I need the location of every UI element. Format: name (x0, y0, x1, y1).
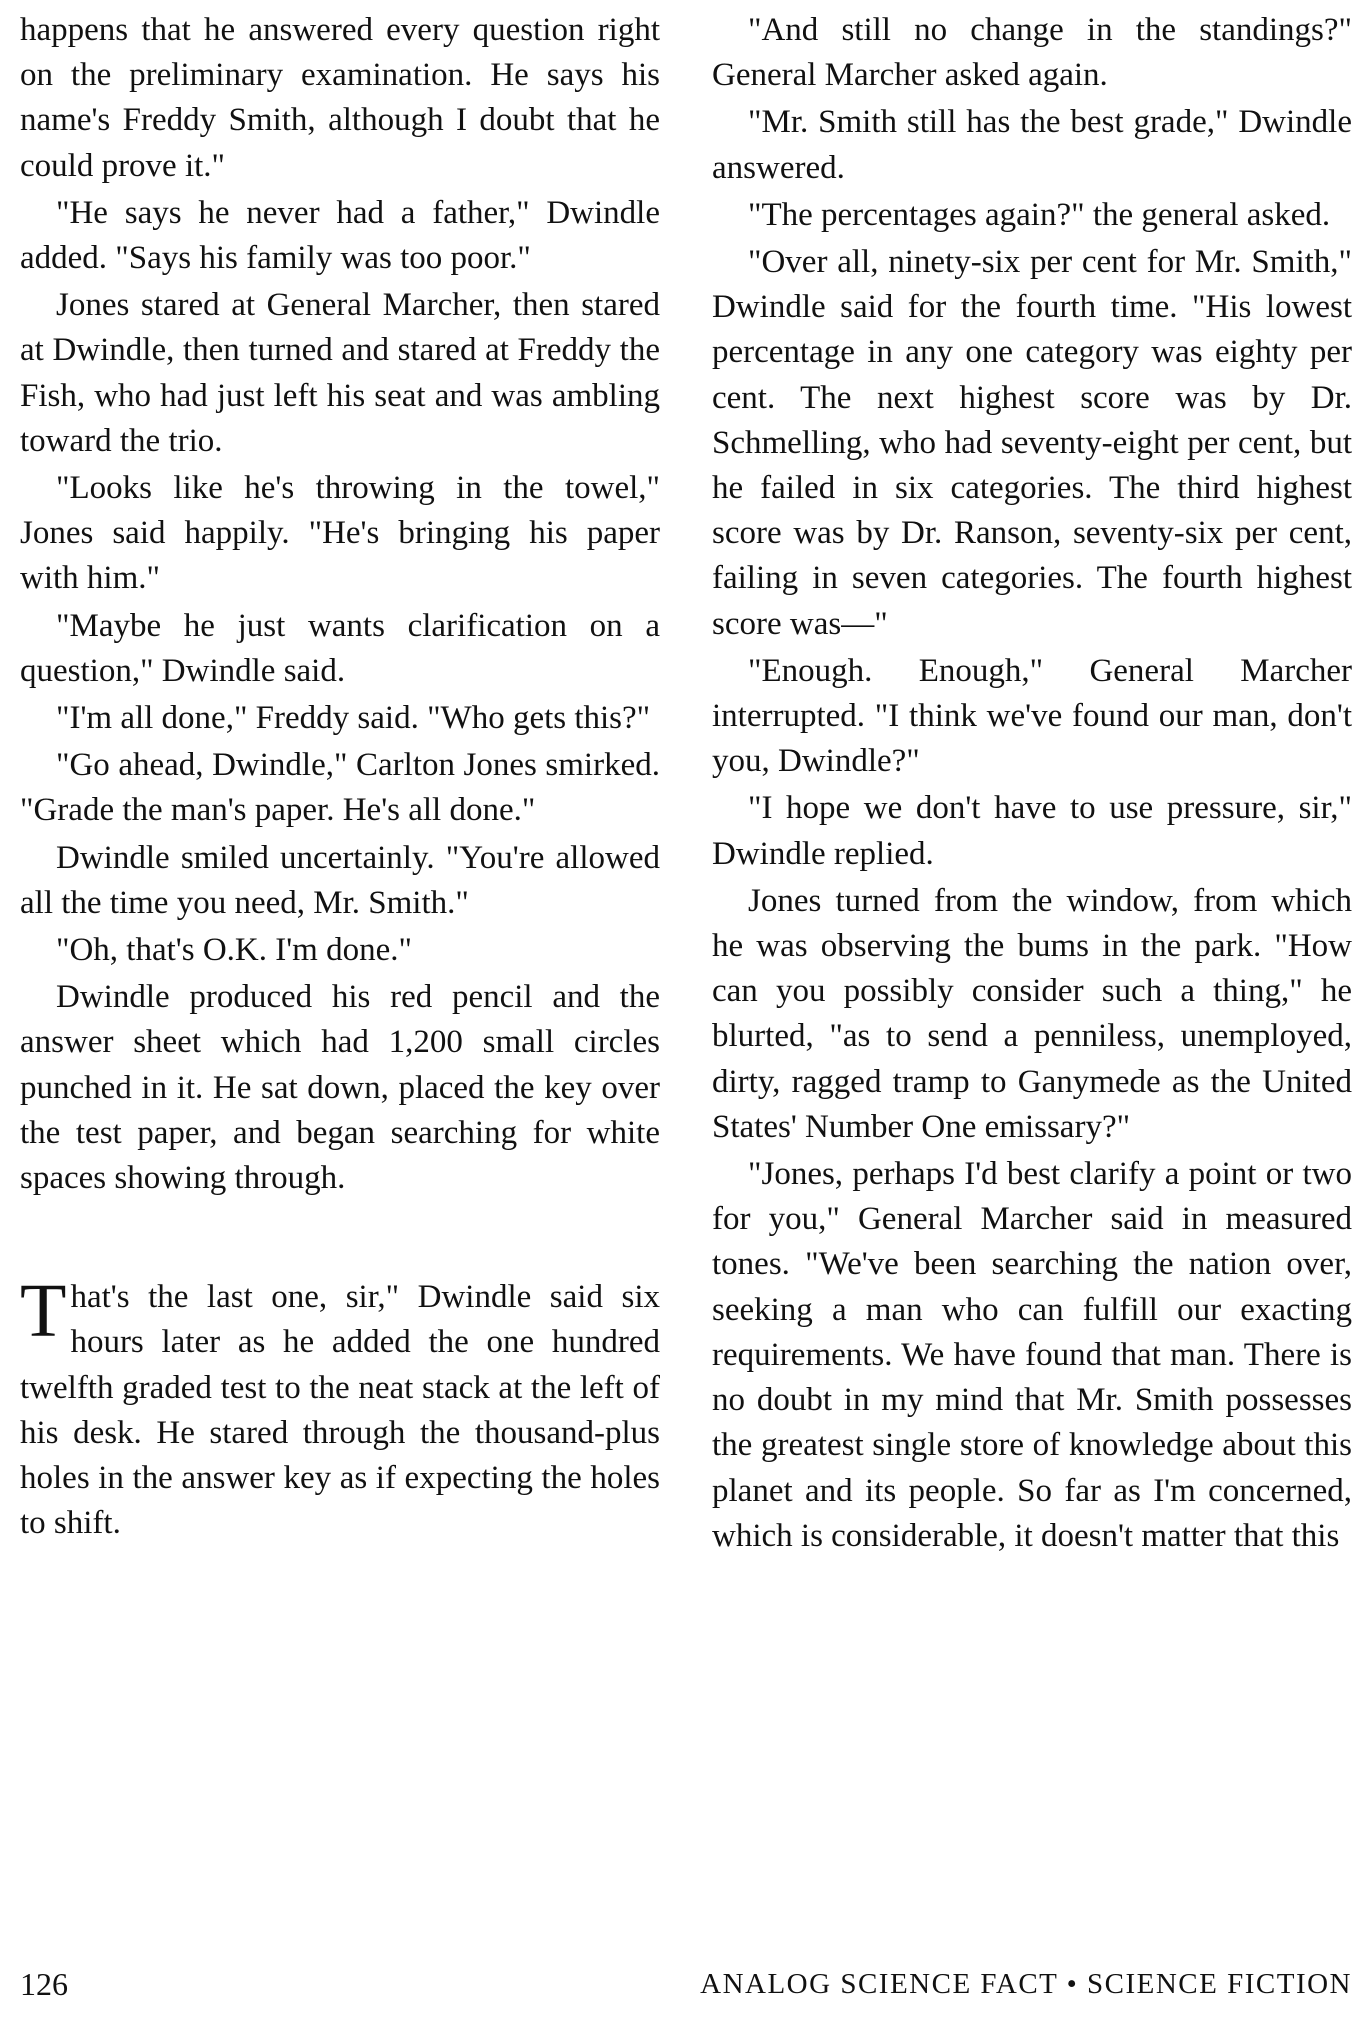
paragraph: Jones turned from the window, from which he was observing the bums in the park. "How can you possibly consider such a thing," he blurted, "as to send a penniless, unemployed, dirty, ragged tramp to Ganymede as the United States' Number One emissary?" (712, 882, 1352, 1145)
paragraph: "Go ahead, Dwindle," Carlton Jones smirked. "Grade the man's paper. He's all done." (20, 747, 660, 829)
left-column (20, 8, 660, 1549)
paragraph: "I'm all done," Freddy said. "Who gets this?" (56, 700, 651, 737)
paragraph: "I hope we don't have to use pressure, sir," Dwindle replied. (712, 790, 1352, 872)
paragraph: "Jones, perhaps I'd best clarify a point or two for you," General Marcher said in measured tones. "We've been searching the nation over, seeking a man who can fulfill our exacting requirements. We have found that man. There is no doubt in my mind that Mr. Smith possesses the greatest single store of knowledge about this planet and its people. So far as I'm concerned, which is considerable, it doesn't matter that this (712, 1156, 1352, 1554)
paragraph: "He says he never had a father," Dwindle added. "Says his family was too poor." (20, 194, 660, 277)
paragraph: "Mr. Smith still has the best grade," Dwindle answered. (712, 104, 1352, 186)
paragraph: Dwindle produced his red pencil and the answer sheet which had 1,200 small circles punched in it. He sat down, placed the key over the test paper, and began searching for white spaces showing through. (20, 979, 660, 1197)
paragraph: "Looks like he's throwing in the towel," Jones said happily. "He's bringing his paper with him." (20, 470, 660, 597)
paragraph: "And still no change in the standings?" General Marcher asked again. (712, 12, 1352, 94)
paragraph: "Enough. Enough," General Marcher interrupted. "I think we've found our man, don't you, Dwindle?" (712, 652, 1352, 780)
section-break (20, 1203, 660, 1275)
paragraph: "Over all, ninety-six per cent for Mr. Smith," Dwindle said for the fourth time. "His lowest percentage in any one category was eighty per cent. The next highest score was by Dr. Schmelling, who had seventy-eight per cent, but he failed in six categories. The third highest score was by Dr. Ranson, seventy-six per cent, failing in seven categories. The fourth highest score was—" (712, 244, 1352, 642)
paragraph: "Oh, that's O.K. I'm done." (56, 932, 412, 969)
drop-cap: T (20, 1269, 67, 1354)
section-opening-paragraph (20, 1269, 660, 1546)
running-title: ANALOG SCIENCE FACT • SCIENCE FICTION (700, 1968, 1352, 2000)
paragraph: "Maybe he just wants clarification on a question," Dwindle said. (20, 607, 660, 689)
right-column (712, 8, 1352, 1561)
paragraph: Dwindle smiled uncertainly. "You're allowed all the time you need, Mr. Smith." (20, 839, 660, 921)
page-footer (20, 1966, 1352, 2016)
paragraph: Jones stared at General Marcher, then stared at Dwindle, then turned and stared at Freddy the Fish, who had just left his seat and was ambling toward the trio. (20, 287, 660, 459)
paragraph: "The percentages again?" the general asked. (748, 196, 1331, 233)
page-number: 126 (20, 1966, 68, 2002)
paragraph: happens that he answered every question right on the preliminary examination. He says his name's Freddy Smith, although I doubt that he could prove it." (20, 12, 660, 184)
section-opening-text: hat's the last one, sir," Dwindle said six hours later as he added the one hundred twelfth graded test to the neat stack at the left of his desk. He stared through the thousand-plus holes in the answer key as if expecting the holes to shift. (20, 1279, 660, 1542)
